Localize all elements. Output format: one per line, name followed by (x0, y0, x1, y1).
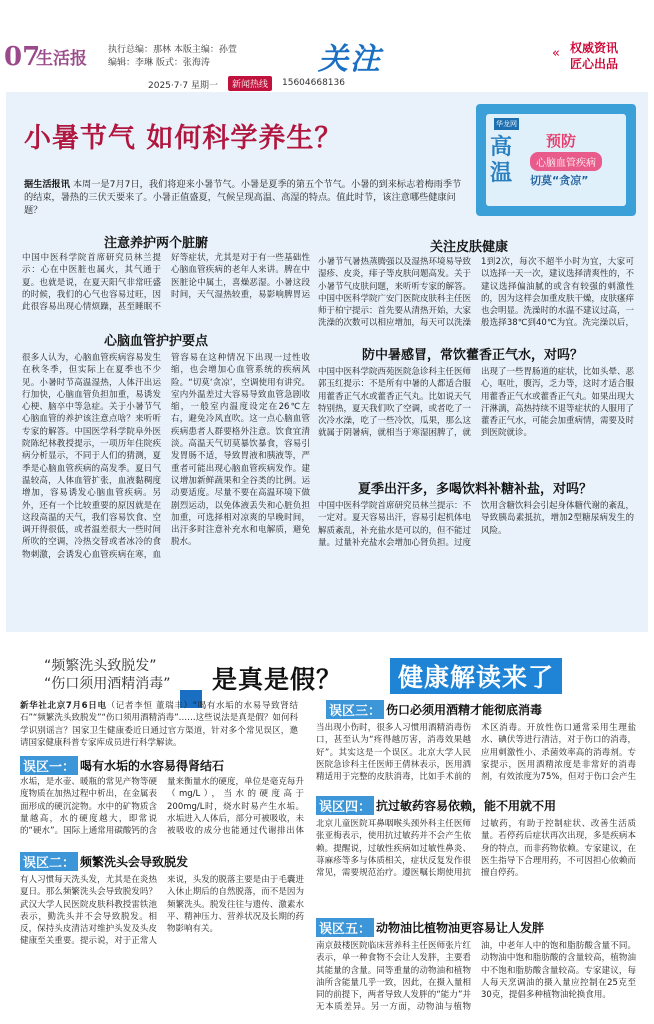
promo-logo: 华龙网 (496, 120, 517, 128)
hotline-number: 15604668136 (282, 78, 345, 88)
page-number: 07 (4, 42, 41, 72)
myth-4-tag: 误区四： (316, 796, 374, 815)
myth-1-title: 喝有水垢的水容易得肾结石 (80, 759, 225, 773)
promo-big-char: 高温 (490, 134, 513, 186)
myth-5-tag: 误区五： (316, 918, 374, 937)
myth-5-text: 南京鼓楼医院临床营养科主任医师张片红表示，单一种食物不会让人发胖，主要看其能量的含量。同等重量的动物油和植物油所含能量几乎一致，因此，在摄入量相同的前提下，两者导致人发胖的“能力”并无本质差异。另一方面，动物油与植物油，中老年人中的饱和脂肪酸含量不同。动物油中饱和脂肪酸的含量较高，植物油中不饱和脂肪酸含量较高。专家建议，每人每天烹调油的摄入量应控制在25克至30克，提倡多种植物油轮换食用。 (316, 941, 636, 1013)
section-text-cardio: 很多人认为，心脑血管疾病容易发生在秋冬季，但实际上在夏季也不少见。小暑时节高温湿热，人体汗出运行加快，心脑血管负担加重，易诱发心梗、脑卒中等急症。关于小暑节气心脑血管的养护该注意点啥？来听听专家的解答。中国医学科学院阜外医院陈纪林教授提示，一项历年住院疾病分析显示，不同于人们的猜测，夏季是心脑血管疾病的高发季。夏日气温较高，人体血管扩张，血液黏稠度增加，容易诱发心脑血管疾病。另外，还有一个比较重要的原因就是在这段高温的天气，我们容易饮食、空调开得很低，或者温差很大一些时间所吹的空调，冷热交替或者冰冷的食物刺激，会诱发心血管疾病在寒，血管容易在这种情况下出现一过性收缩，也会增加心血管系统的疾病风险。“切莫‘贪凉’，空调使用有讲究。室内外温差过大容易导致血管急剧收缩，一般室内温度设定在26℃左右，避免冷风直吹。这一点心脑血管疾病患者人群要格外注意。饮食宜清淡。高温天气切莫暴饮暴食，容易引发胃肠不适，导致胃液和胰液等，严重者可能出现心脑血管疾病发作。建议增加新鲜蔬果和全谷类的比例。运动要适度。尽量不要在高温环境下做剧烈运动，以免体液丢失和心脏负担加重，可选择相对凉爽的早晚时间，出汗多时注意补充水和电解质，避免脱水。 (22, 353, 310, 560)
banner-main-title: 是真是假？ (212, 665, 343, 694)
myth-2-text: 有人习惯每天洗头发，尤其是在炎热夏日。那么频繁洗头会导致脱发吗？武汉大学人民医院皮肤科教授雷铁池表示，勤洗头并不会导致脱发。相反，保持头皮清洁对维护头发及头皮健康至关重要。提示说，对于正常人来说，头发的脱落主要是由于毛囊进入休止期后的自然脱落，而不是因为频繁洗头。脱发往往与遗传、激素水平、精神压力、营养状况及长期的药物影响有关。 (20, 875, 304, 947)
lede-source: 据生活报讯 (24, 179, 70, 190)
myth-2-heading (20, 852, 188, 871)
banner-quote-1: “频繁洗头致脱发” (44, 658, 157, 674)
myth-1-heading (20, 756, 224, 775)
top-article-headline: 小暑节气 如何科学养生？ (24, 123, 343, 154)
myth-3-tag: 误区三： (326, 700, 384, 719)
section-heading-drinks: 夏季出汗多，多喝饮料补糖补盐，对吗？ (358, 482, 593, 497)
promo-panel (486, 114, 626, 206)
double-arrow-icon: « (552, 46, 560, 61)
section-text-heatstroke: 中国中医科学院西苑医院急诊科主任医师郭玉红提示：不是所有中暑的人都适合服用藿香正气水或藿香正气丸。比如说天气特别热，夏天我们吹了空调，或者吃了一次冷水澡，吃了一些冷饮，瓜果，那么这就属于阴暑病，就相当于寒湿困脾了，就出现了一些胃肠道的症状，比如头晕、恶心，呕吐，腹泻，乏力等，这时才适合服用藿香正气水或藿香正气丸。如果出现大汗淋漓，高热持续不退等症状的人服用了藿香正气水，可能会加重病情，需要及时到医院就诊。 (318, 367, 634, 439)
banner-quote-2: “伤口须用酒精消毒” (44, 676, 171, 692)
bottom-lede-text: （记者李恒 董瑞丰）“喝有水垢的水易导致肾结石”“频繁洗头致脱发”“伤口须用酒精消毒”……这些说法是真是假？如何科学识别谣言？国家卫生健康委近日通过官方渠道，针对多个常见误区，邀请国家健康科普专家库成员进行科学解读。 (20, 701, 298, 748)
myth-4-title: 抗过敏药容易依赖，能不用就不用 (376, 799, 557, 813)
myth-2-title: 频繁洗头会导致脱发 (80, 855, 189, 869)
promo-title: 预防 (546, 132, 577, 150)
section-text-skin: 小暑节气暑热蒸腾强以及湿热环境易导致湿疹、皮炎，痱子等皮肤问题高发。关于小暑节气皮肤问题，来听听专家的解答。中国中医科学院广安门医院皮肤科主任医师于柏宁提示：首先要从清热开始，大家洗澡的次数可以相应增加，每天可以洗澡1到2次，每次不超半小时为宜，大家可以选择一天一次，建议选择清爽性的，不建议选择偏油腻的或含有较强的刺激性的，因为这样会加重皮肤干燥，皮肤瘙痒也会明显。洗澡时的水温不建议过高，一般选择38℃到40℃为宜。洗完澡以后， (318, 257, 634, 329)
myth-1-tag: 误区一： (20, 756, 78, 775)
banner-highlight-title: 健康解读来了 (390, 658, 562, 694)
bottom-lede-source: 新华社北京7月6日电 (20, 701, 107, 711)
section-text-drinks: 中国中医科学院首席研究员林兰提示：不一定对。夏天容易出汗，容易引起机体电解质紊乱，补充盐水是可以的，但不能过量。过量补充盐水会增加心肾负担。过度饮用含糖饮料会引起身体糖代谢的紊乱，导致胰岛素抵抗，增加2型糖尿病发生的风险。 (318, 501, 634, 548)
bottom-article-lede (20, 700, 298, 750)
section-heading-cardio: 心脑血管护护要点 (104, 334, 209, 349)
slogan-line-1: 权威资讯 (570, 41, 619, 55)
myth-2-tag: 误区二： (20, 852, 78, 871)
masthead (0, 0, 654, 92)
myth-3-title: 伤口必须用酒精才能彻底消毒 (386, 703, 543, 717)
myth-1-text: 水垢，是水壶、暖瓶的常见产物等硬度物质在加热过程中析出，在金属表面形成的硬沉淀物。水中的矿物质含量越高，水的硬度越大，即常说的“硬水”。国际上通常用碳酸钙的含量来衡量水的硬度，单位是毫克每升（mg/L），当水的硬度高于200mg/L时，烧水时易产生水垢。水垢进入人体后，部分可被吸收，未被吸收的成分也能通过代谢排出体 (20, 777, 304, 837)
hotline-label: 新闻热线 (228, 76, 272, 91)
section-text-organs: 中国中医科学院首席研究员林兰提示：心在中医脏也属火，其气通于夏。也就是说，在夏天阳气非常旺盛的时候，我们的心气也容易过旺，因此很容易出现心情烦躁，甚至睡眠不好等症状，尤其是对于有一些基础性心脑血管疾病的老年人来讲。脾在中医脏论中属土，喜燥恶湿。小暑这段时间，天气湿热较重，易影响脾胃运 (22, 253, 310, 313)
paper-name: 生活报 (36, 49, 87, 69)
banner-quotes (44, 657, 171, 693)
slogan (570, 40, 618, 72)
myth-4-text: 北京儿童医院耳鼻咽喉头颈外科主任医师张亚梅表示，使用抗过敏药并不会产生依赖。提醒说，过敏性疾病如过敏性鼻炎、荨麻疹等多与体质相关，症状反复发作很常见，需要规范治疗。遵医嘱长期使用抗过敏药，有助于控制症状、改善生活质量。若停药后症状再次出现，多是疾病本身的特点，而非药物依赖。专家建议，在医生指导下合理用药，不可因担心依赖而擅自停药。 (316, 819, 636, 879)
section-heading-skin: 关注皮肤健康 (430, 240, 509, 255)
myth-3-heading (326, 700, 542, 719)
myth-5-heading (316, 918, 544, 937)
top-article-lede (24, 178, 464, 217)
issue-date: 2025·7·7 星期一 (148, 81, 218, 91)
editors-line-1: 执行总编：那林 本版主编：孙萱 (108, 45, 237, 55)
editors-credit (108, 44, 237, 70)
slogan-line-2: 匠心出品 (570, 57, 619, 71)
promo-graphic (476, 104, 636, 216)
promo-subtitle: 切莫“贪凉” (530, 174, 589, 187)
section-heading-heatstroke: 防中暑感冒，常饮藿香正气水，对吗？ (362, 348, 584, 363)
lede-text: 本周一是7月7日，我们将迎来小暑节气。小暑是夏季的第五个节气。小暑的到来标志着梅雨季节的结束，暑热的三伏天要来了。小暑正值盛夏，气候呈现高温、高湿的特点。值此时节，该注意哪些健康问题？ (24, 179, 462, 216)
myth-3-text: 当出现小伤时，很多人习惯用酒精消毒伤口，甚至认为“疼得越厉害，消毒效果越好”。其实这是一个误区。北京大学人民医院急诊科主任医师王倩林表示，医用酒精适用于完整的皮肤消毒，比如手术前的术区消毒。开放性伤口通常采用生理盐水、碘伏等进行清洁，对于伤口的消毒，应用刺激性小、杀菌效率高的消毒剂。专家提示，医用酒精浓度是非常好的消毒剂，有效浓度为75%，但对于伤口会产生 (316, 723, 636, 783)
section-title: 关注 (318, 42, 382, 77)
promo-tag: 心脑血管疾病 (530, 152, 602, 171)
myth-4-heading (316, 796, 556, 815)
section-heading-organs: 注意养护两个脏腑 (104, 236, 209, 251)
myth-5-title: 动物油比植物油更容易让人发胖 (376, 921, 545, 935)
editors-line-2: 编辑：李琳 版式：张海涛 (108, 58, 210, 68)
